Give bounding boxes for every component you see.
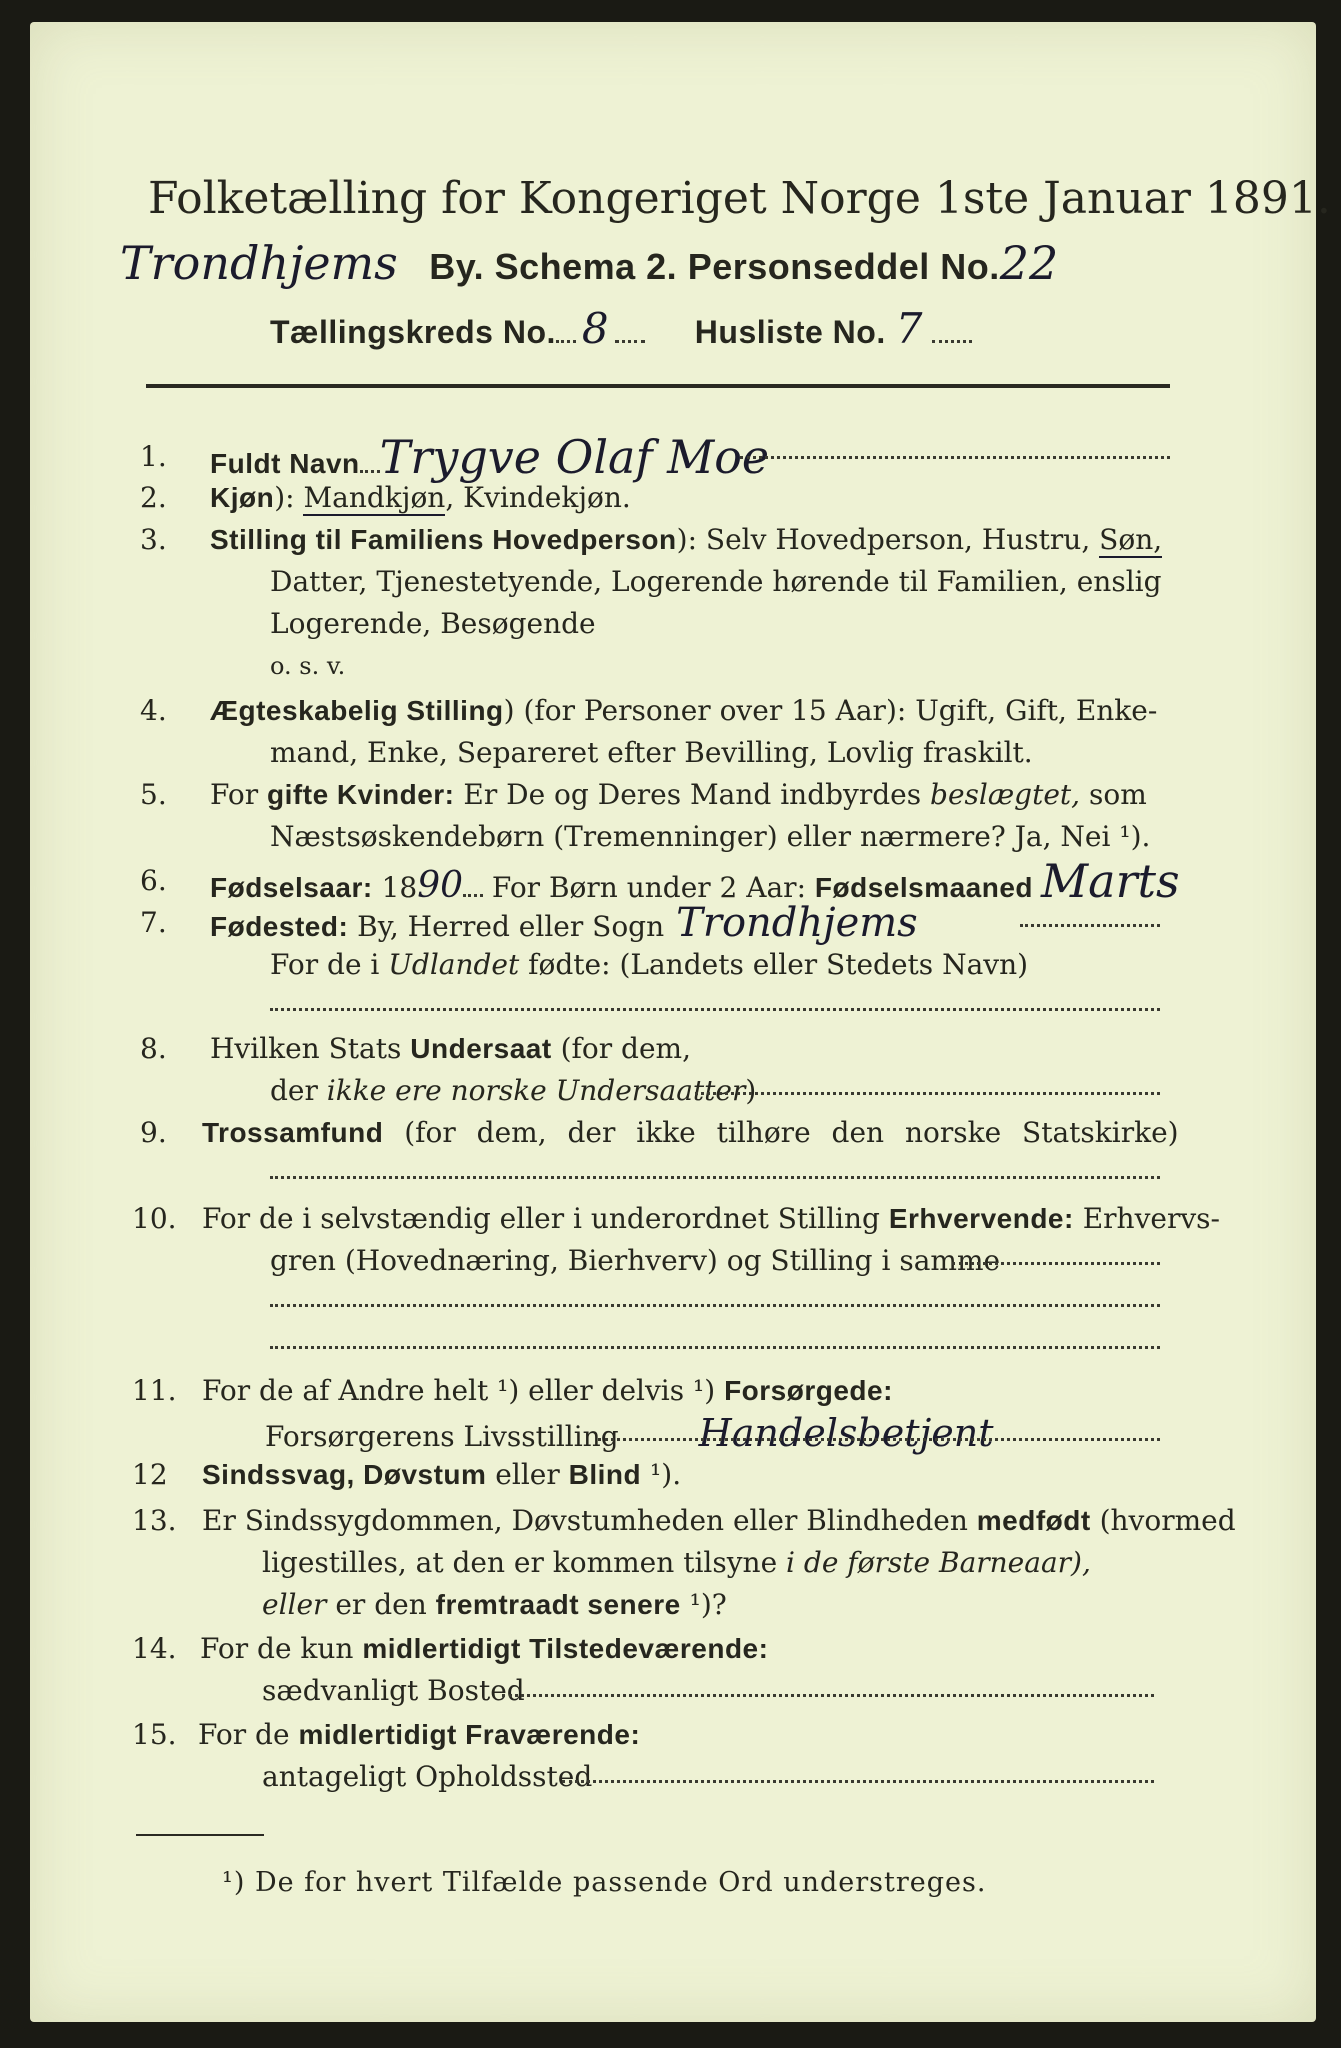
q6-month-label: Fødselsmaaned [814, 872, 1034, 903]
q10-line-2: gren (Hovednæring, Bierhverv) og Stilling i samme [270, 1244, 1001, 1277]
q15-dotted-line [562, 1780, 1154, 1783]
q9-line: Trossamfund (for dem, der ikke tilhøre den norske Statskirke) [202, 1116, 1179, 1149]
kreds-label: Tællingskreds No. [270, 314, 556, 350]
q1-number: 1. [140, 440, 167, 473]
q6-number: 6. [140, 864, 167, 897]
q10-number: 10. [132, 1202, 177, 1235]
header-line-3 [270, 304, 972, 353]
personseddel-number: 22 [999, 236, 1059, 290]
q4-line-2: mand, Enke, Separeret efter Bevilling, Lovlig fraskilt. [270, 736, 1033, 769]
q4-number: 4. [140, 694, 167, 727]
q7-line-2: For de i Udlandet fødte: (Landets eller Stedets Navn) [270, 948, 1029, 981]
q3-line-2: Datter, Tjenestetyende, Logerende hørende til Familien, enslig [270, 565, 1162, 598]
q11-occupation-handwritten: Handelsbetjent [698, 1411, 994, 1455]
q8-line-2: der ikke ere norske Undersaatter) [270, 1074, 757, 1107]
q13-line-3: eller er den fremtraadt senere ¹)? [262, 1588, 727, 1621]
q9-label: Trossamfund [202, 1117, 384, 1148]
q5-label: gifte Kvinder: [267, 779, 455, 810]
q2-option-male: Mandkjøn [303, 481, 446, 514]
q2-label: Kjøn [210, 482, 275, 513]
q7-line-1: Fødested: By, Herred eller Sogn Trondhjems [210, 900, 918, 946]
form-title: Folketælling for Kongeriget Norge 1ste Januar 1891. [148, 173, 1331, 224]
footnote-divider [136, 1834, 264, 1836]
q1-name-handwritten: Trygve Olaf Moe [379, 430, 770, 484]
q7-number: 7. [140, 906, 167, 939]
q2-line: Kjøn): Mandkjøn, Kvindekjøn. [210, 481, 631, 514]
q6-label: Fødselsaar: [210, 872, 373, 903]
q6-year-handwritten: 90 [417, 865, 464, 906]
q14-number: 14. [132, 1632, 177, 1665]
q14-label: midlertidigt Tilstedeværende: [362, 1633, 769, 1664]
q2-option-female: , Kvindekjøn. [445, 481, 631, 514]
city-handwritten: Trondhjems [120, 236, 398, 290]
q2-number: 2. [140, 481, 167, 514]
q1-dotted-line [740, 456, 1170, 459]
q3-number: 3. [140, 523, 167, 556]
q12-number: 12 [132, 1458, 168, 1491]
kreds-number: 8 [581, 304, 609, 353]
q13-line-2: ligestilles, at den er kommen tilsyne i de første Barneaar), [262, 1546, 1091, 1579]
q5-line-1: For gifte Kvinder: Er De og Deres Mand indbyrdes beslægtet, som [210, 778, 1147, 811]
footnote: ¹) De for hvert Tilfælde passende Ord understreges. [222, 1867, 987, 1898]
q12-line: Sindssvag, Døvstum eller Blind ¹). [202, 1458, 682, 1491]
q14-dotted-line [502, 1694, 1154, 1697]
q12-label: Sindssvag, Døvstum [202, 1459, 487, 1490]
header-line-2 [120, 236, 1059, 291]
q5-line-2: Næstsøskendebørn (Tremenninger) eller nærmere? Ja, Nei ¹). [270, 820, 1151, 853]
q11-line-1: For de af Andre helt ¹) eller delvis ¹) Forsørgede: [202, 1374, 893, 1407]
q4-line-1: Ægteskabelig Stilling) (for Personer over 15 Aar): Ugift, Gift, Enke- [210, 694, 1158, 727]
q12-blind-label: Blind [568, 1459, 642, 1490]
q15-label: midlertidigt Fraværende: [298, 1719, 641, 1750]
q3-line-3: Logerende, Besøgende [270, 607, 596, 640]
q14-line-1: For de kun midlertidigt Tilstedeværende: [200, 1632, 769, 1665]
husliste-label: Husliste No. [694, 314, 886, 350]
q1-line [210, 430, 770, 484]
husliste-number: 7 [895, 304, 923, 353]
q8-dotted-line [695, 1092, 1160, 1095]
q13-label: medfødt [976, 1505, 1091, 1536]
q10-dotted-line-1 [952, 1262, 1160, 1265]
q3-line-4: o. s. v. [270, 652, 346, 680]
q5-number: 5. [140, 778, 167, 811]
q7-label: Fødested: [210, 911, 349, 942]
q4-label: Ægteskabelig Stilling [210, 695, 504, 726]
q11-number: 11. [132, 1374, 177, 1407]
q8-number: 8. [140, 1032, 167, 1065]
q9-number: 9. [140, 1116, 167, 1149]
q10-line-1: For de i selvstændig eller i underordnet Stilling Erhvervende: Erhvervs- [202, 1202, 1221, 1235]
q3-label: Stilling til Familiens Hovedperson [210, 524, 677, 555]
q6-line: Fødselsaar: 1890 For Børn under 2 Aar: Fødselsmaaned Marts [210, 854, 1180, 908]
header-divider [146, 384, 1170, 388]
q11-label: Forsørgede: [724, 1375, 893, 1406]
q14-line-2: sædvanligt Bosted [262, 1674, 525, 1707]
q15-number: 15. [132, 1718, 177, 1751]
q3-line-1: Stilling til Familiens Hovedperson): Selv Hovedperson, Hustru, Søn, [210, 523, 1163, 556]
q10-dotted-line-3 [270, 1346, 1160, 1349]
q13-number: 13. [132, 1504, 177, 1537]
q3-option-son: Søn, [1099, 523, 1163, 556]
q15-line-1: For de midlertidigt Fraværende: [198, 1718, 641, 1751]
q13-line-1: Er Sindssygdommen, Døvstumheden eller Blindheden medfødt (hvormed [202, 1504, 1236, 1537]
q7-dotted-line-2 [270, 1008, 1160, 1011]
q7-dotted-line-1 [1020, 924, 1160, 927]
q9-dotted-line [270, 1176, 1160, 1179]
q8-line-1: Hvilken Stats Undersaat (for dem, [210, 1032, 691, 1065]
q11-dotted-line [598, 1438, 1160, 1441]
q10-label: Erhvervende: [888, 1203, 1074, 1234]
q10-dotted-line-2 [270, 1304, 1160, 1307]
q6-month-handwritten: Marts [1041, 854, 1180, 908]
q8-label: Undersaat [410, 1033, 552, 1064]
schema-label: By. Schema 2. Personseddel No. [429, 246, 1000, 287]
q11-line-2: Forsørgerens Livsstilling Handelsbetjent [265, 1411, 994, 1455]
q7-birthplace-handwritten: Trondhjems [676, 900, 918, 946]
q15-line-2: antageligt Opholdssted [262, 1760, 593, 1793]
q1-label: Fuldt Navn [210, 448, 360, 479]
